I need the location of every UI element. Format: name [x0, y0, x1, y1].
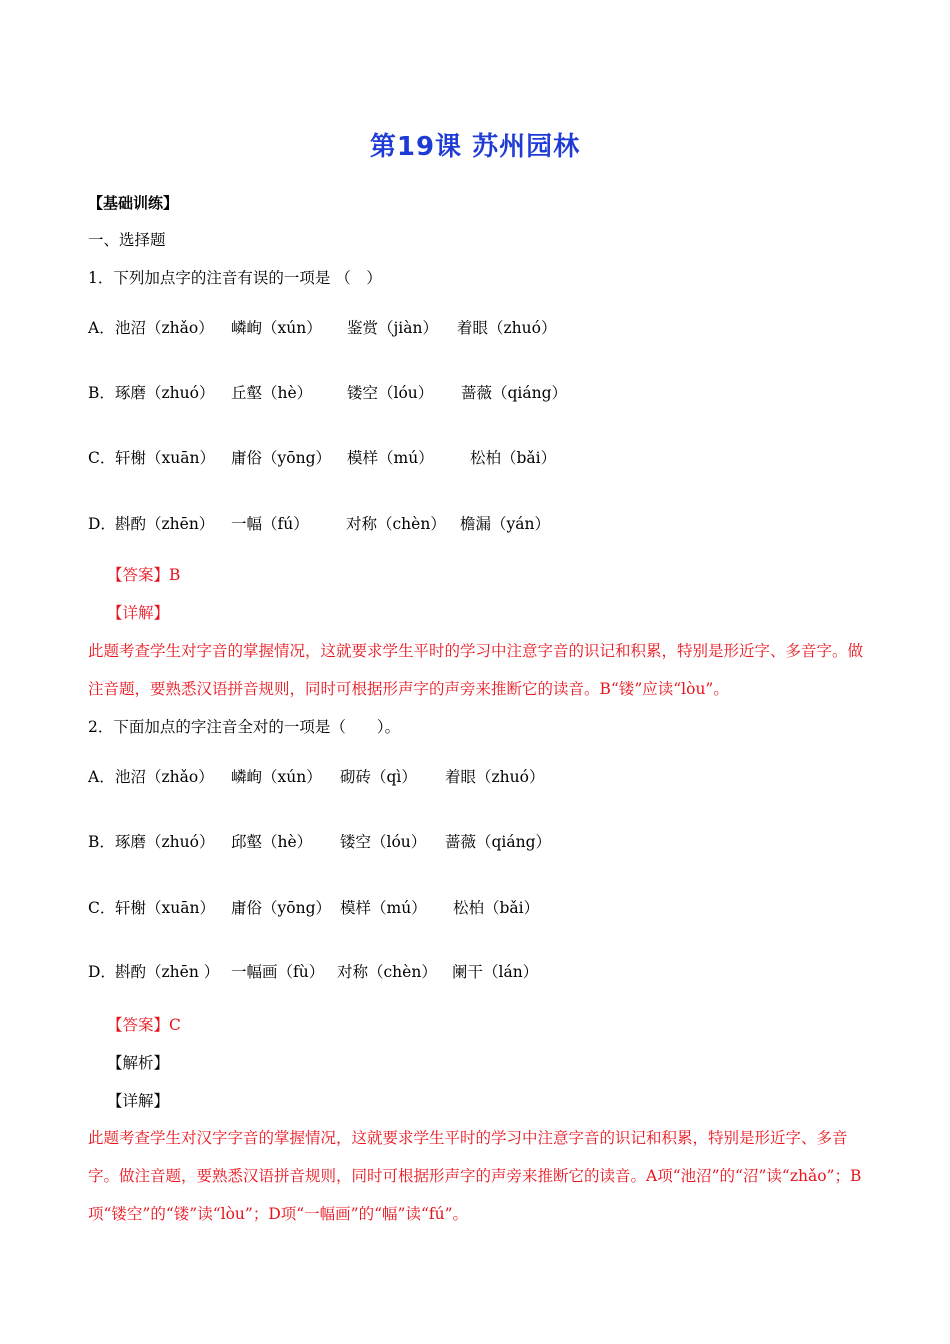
option-item: 镂空（lóu） — [347, 384, 434, 402]
question-1-stem: 1．下列加点字的注音有误的一项是 （ ） — [88, 269, 382, 287]
option-item: 着眼（zhuó） — [457, 319, 557, 337]
page-title: 第19课 苏州园林 — [369, 132, 581, 162]
option-label: C． — [88, 899, 116, 917]
option-label: A． — [88, 768, 115, 786]
q1-option-b[interactable] — [88, 383, 568, 403]
option-label: B． — [88, 384, 115, 402]
option-item: 对称（chèn） — [346, 515, 446, 533]
answer-tag: 【答案】 — [107, 1016, 170, 1034]
option-label: D． — [88, 515, 116, 533]
question-2-stem: 2．下面加点的字注音全对的一项是（ ）。 — [88, 718, 401, 736]
option-item: 模样（mú） — [340, 899, 427, 917]
option-item: 砌砖（qì） — [340, 768, 417, 786]
q1-detail-text: 此题考查学生对字音的掌握情况，这就要求学生平时的学习中注意字音的识记和积累，特别是形近字、多音字。做注音题，要熟悉汉语拼音规则，同时可根据形声字的声旁来推断它的读音。B“镂”应读“lòu”。 — [88, 642, 864, 698]
option-item: 琢磨（zhuó） — [115, 384, 215, 402]
option-label: D． — [88, 963, 116, 981]
option-item: 一幅（fú） — [231, 515, 309, 533]
option-item: 着眼（zhuó） — [445, 768, 545, 786]
q2-option-a[interactable] — [88, 767, 545, 787]
option-item: 斟酌（zhēn ） — [115, 963, 220, 981]
option-item: 庸俗（yōng） — [231, 449, 331, 467]
option-item: 鉴赏（jiàn） — [347, 319, 438, 337]
q2-option-d[interactable] — [88, 962, 539, 982]
option-item: 琢磨（zhuó） — [115, 833, 215, 851]
option-item: 松柏（bǎi） — [453, 899, 540, 917]
q1-option-d[interactable] — [88, 514, 550, 534]
option-item: 斟酌（zhēn） — [115, 515, 215, 533]
q1-answer — [107, 565, 180, 585]
part-heading: 一、选择题 — [88, 231, 166, 249]
option-item: 池沼（zhǎo） — [115, 319, 214, 337]
option-item: 嶙峋（xún） — [231, 768, 322, 786]
q2-option-c[interactable] — [88, 898, 540, 918]
option-item: 蔷薇（qiáng） — [461, 384, 568, 402]
option-item: 模样（mú） — [347, 449, 434, 467]
q2-analysis-tag: 【解析】 — [107, 1054, 170, 1072]
option-item: 一幅画（fù） — [231, 963, 325, 981]
section-heading: 【基础训练】 — [88, 194, 179, 212]
q1-detail-tag: 【详解】 — [107, 604, 170, 622]
option-item: 轩榭（xuān） — [115, 449, 215, 467]
option-label: A． — [88, 319, 115, 337]
answer-tag: 【答案】 — [107, 566, 170, 584]
option-item: 轩榭（xuān） — [115, 899, 215, 917]
q2-detail-text: 此题考查学生对汉字字音的掌握情况，这就要求学生平时的学习中注意字音的识记和积累，特别是形近字、多音字。做注音题，要熟悉汉语拼音规则，同时可根据形声字的声旁来推断它的读音。A项“池沼”的“沼”读“zhǎo”；B项“镂空”的“镂”读“lòu”；D项“一幅画”的“幅”读“fú”。 — [88, 1129, 862, 1223]
q2-option-b[interactable] — [88, 832, 552, 852]
option-item: 阑干（lán） — [452, 963, 539, 981]
option-item: 松柏（bǎi） — [470, 449, 557, 467]
option-label: B． — [88, 833, 115, 851]
option-item: 丘壑（hè） — [231, 384, 313, 402]
option-label: C． — [88, 449, 116, 467]
answer-value: C — [169, 1016, 181, 1034]
answer-value: B — [169, 566, 181, 584]
option-item: 对称（chèn） — [337, 963, 437, 981]
q1-option-a[interactable] — [88, 318, 557, 338]
option-item: 镂空（lóu） — [340, 833, 427, 851]
q1-option-c[interactable] — [88, 448, 557, 468]
option-item: 池沼（zhǎo） — [115, 768, 214, 786]
option-item: 嶙峋（xún） — [231, 319, 322, 337]
option-item: 蔷薇（qiáng） — [445, 833, 552, 851]
q2-answer — [107, 1015, 181, 1035]
option-item: 檐漏（yán） — [460, 515, 550, 533]
option-item: 邱壑（hè） — [231, 833, 313, 851]
q2-detail-tag: 【详解】 — [107, 1092, 170, 1110]
option-item: 庸俗（yōng） — [231, 899, 331, 917]
